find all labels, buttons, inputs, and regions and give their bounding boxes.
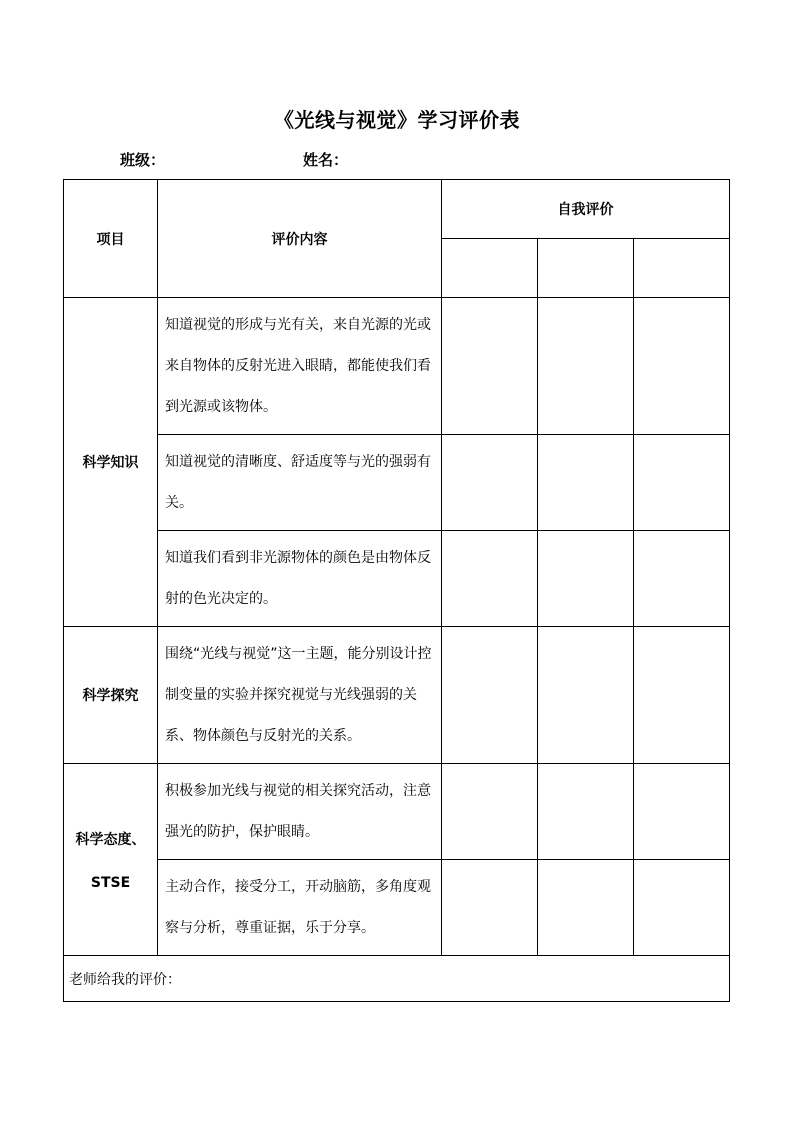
- table-row: [64, 860, 730, 956]
- rating-cell[interactable]: [442, 298, 538, 435]
- rating-cell[interactable]: [538, 764, 634, 860]
- rating-cell[interactable]: [634, 764, 730, 860]
- rating-cell[interactable]: [442, 860, 538, 956]
- rating-cell[interactable]: [442, 627, 538, 764]
- header-row-top: [64, 180, 730, 239]
- criterion-text: 主动合作，接受分工，开动脑筋，多角度观察与分析，尊重证据，乐于分享。: [158, 860, 442, 956]
- teacher-row: [64, 956, 730, 1002]
- criterion-text: 知道视觉的形成与光有关，来自光源的光或来自物体的反射光进入眼睛，都能使我们看到光源或该物体。: [158, 298, 442, 435]
- self-eval-cell-3[interactable]: [634, 239, 730, 298]
- rating-cell[interactable]: [442, 531, 538, 627]
- criterion-text: 积极参加光线与视觉的相关探究活动，注意强光的防护，保护眼睛。: [158, 764, 442, 860]
- header-content: 评价内容: [158, 180, 442, 298]
- rating-cell[interactable]: [538, 435, 634, 531]
- section-name-knowledge: 科学知识: [64, 298, 158, 627]
- rating-cell[interactable]: [538, 298, 634, 435]
- section-name-attitude-line2: STSE: [90, 874, 131, 891]
- rating-cell[interactable]: [538, 627, 634, 764]
- table-row: [64, 435, 730, 531]
- page-title: 《光线与视觉》学习评价表: [274, 108, 520, 132]
- criterion-text: 知道视觉的清晰度、舒适度等与光的强弱有关。: [158, 435, 442, 531]
- name-label: 姓名：: [303, 151, 349, 169]
- self-eval-cell-1[interactable]: [442, 239, 538, 298]
- table-row: [64, 764, 730, 860]
- evaluation-table: [63, 179, 730, 1002]
- section-name-attitude-line1: 科学态度、: [75, 831, 146, 848]
- teacher-comment-label: 老师给我的评价：: [69, 971, 181, 988]
- rating-cell[interactable]: [538, 531, 634, 627]
- header-item: 项目: [64, 180, 158, 298]
- rating-cell[interactable]: [634, 435, 730, 531]
- section-name-inquiry: 科学探究: [64, 627, 158, 764]
- criterion-text: 知道我们看到非光源物体的颜色是由物体反射的色光决定的。: [158, 531, 442, 627]
- rating-cell[interactable]: [634, 860, 730, 956]
- criterion-text: 围绕“光线与视觉”这一主题，能分别设计控制变量的实验并探究视觉与光线强弱的关系、物体颜色与反射光的关系。: [158, 627, 442, 764]
- rating-cell[interactable]: [634, 531, 730, 627]
- teacher-comment-field[interactable]: [64, 956, 730, 1002]
- rating-cell[interactable]: [634, 298, 730, 435]
- header-self-eval: 自我评价: [442, 180, 730, 239]
- rating-cell[interactable]: [442, 435, 538, 531]
- section-name-attitude: [64, 764, 158, 956]
- rating-cell[interactable]: [634, 627, 730, 764]
- table-row: [64, 627, 730, 764]
- table-row: [64, 298, 730, 435]
- rating-cell[interactable]: [538, 860, 634, 956]
- class-label: 班级：: [120, 151, 166, 169]
- table-row: [64, 531, 730, 627]
- self-eval-cell-2[interactable]: [538, 239, 634, 298]
- rating-cell[interactable]: [442, 764, 538, 860]
